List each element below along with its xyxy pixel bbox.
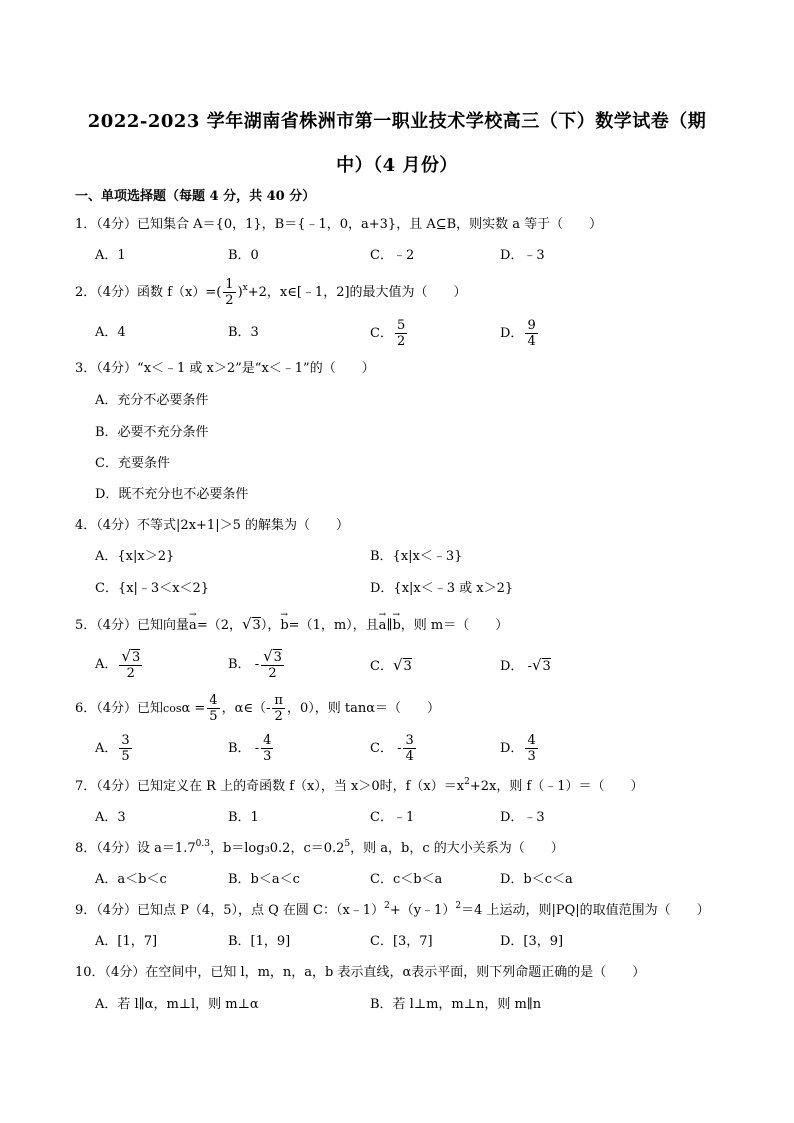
question-8-stem: 8．（4分）设 $a=1.7^{0.3}$，b＝log₃0.2，$c=0.2^5$，则 a，b，c 的大小关系为（ ） [75,839,564,856]
question-2-stem: 2．（4分）函数 f（x）=( $\frac{1}{2}$ )$^x$+2，x∈[﹣1，2]的最大值为（ ） [75,277,467,308]
title-line-1: 2022-2023 学年湖南省株洲市第一职业技术学校高三（下）数学试卷（期 [87,111,707,132]
q1-option-d: D．﹣3 [500,248,545,263]
q9-option-a: A．[1，7] [95,934,158,949]
question-7-stem: 7．（4分）已知定义在 R 上的奇函数 f（x），当 x＞0时，$f(x)=x^2+2x$，则 f（﹣1）＝（ ） [75,777,644,794]
question-9-stem: 9．（4分）已知点 P（4，5），点 Q 在圆 C：（x﹣1）$^2$+（y﹣1）$^2$＝4 上运动，则|PQ|的取值范围为（ ） [75,901,710,918]
q7-option-d: D．﹣3 [500,810,545,825]
q6-option-a: A． $\frac{3}{5}$ [95,733,130,764]
q4-option-b: B．{x|x＜﹣3} [370,549,463,564]
q6-option-d: D． $\frac{4}{3}$ [500,733,536,764]
question-3-stem: 3．（4分）“x＜﹣1 或 x＞2”是“x＜﹣1”的（ ） [75,361,375,376]
q9-option-d: D．[3，9] [500,934,564,949]
q10-option-a: A．若 l∥α，m⊥l，则 m⊥α [95,997,259,1012]
q8-option-d: D．b＜c＜a [500,872,573,887]
q2-option-c: C． $\frac{5}{2}$ [370,318,406,349]
q1-option-a: A．1 [95,248,126,263]
q4-option-a: A．{x|x＞2} [95,549,175,564]
q7-option-a: A．3 [95,810,126,825]
q2-option-a: A．4 [95,325,126,340]
question-1-stem: 1．（4分）已知集合 A＝{0，1}，B＝{﹣1，0，a+3}，且 A⊆B，则实数 a 等于（ ） [75,217,603,232]
q8-option-b: B．b＜a＜c [228,872,300,887]
exam-title [60,100,734,188]
title-line-2: 中）（4 月份） [336,155,458,176]
q9-option-c: C．[3，7] [370,934,433,949]
question-10-stem: 10．（4分）在空间中，已知 l，m，n，a，b 表示直线，α表示平面，则下列命题正确的是（ ） [75,965,646,980]
q5-option-d: D． -√3 [500,656,551,674]
q10-option-b: B．若 l⊥m，m⊥n，则 m∥n [370,997,542,1012]
q5-option-a: A． $\frac{√3}{2}$ [95,646,141,681]
q9-option-b: B．[1，9] [228,934,291,949]
q8-option-a: A．a＜b＜c [95,872,167,887]
q3-option-d: D．既不充分也不必要条件 [95,487,249,502]
q6-option-b: B． - $\frac{4}{3}$ [228,733,272,764]
q2-option-d: D． $\frac{9}{4}$ [500,318,536,349]
q7-option-b: B．1 [228,810,259,825]
question-6-stem: 6．（4分）已知cosα = $\frac{4}{5}$ ，α∈（- $\frac{\pi}{2}$ ，0），则 tanα＝（ ） [75,693,440,724]
q6-option-c: C． - $\frac{3}{4}$ [370,733,414,764]
q5-option-c: C．√3 [370,656,412,674]
q3-option-a: A．充分不必要条件 [95,393,209,408]
q2-fraction: $\frac{1}{2}$ [225,277,234,308]
q2-option-b: B．3 [228,325,259,340]
q3-option-c: C．充要条件 [95,456,170,471]
q7-option-c: C．﹣1 [370,810,415,825]
section-heading: 一、单项选择题（每题 4 分，共 40 分） [75,189,316,204]
q1-option-c: C．﹣2 [370,248,415,263]
question-5-stem: 5．（4分）已知向量→ a=（2，√3），→ b=（1，m），且→ a∥→ b，则 m＝（ ） [75,613,508,635]
q3-option-b: B．必要不充分条件 [95,425,209,440]
q1-option-b: B．0 [228,248,259,263]
q4-option-d: D．{x|x＜﹣3 或 x＞2} [370,581,514,596]
q5-option-b: B． - $\frac{√3}{2}$ [228,646,282,681]
q4-option-c: C．{x|﹣3＜x＜2} [95,581,210,596]
q8-option-c: C．c＜b＜a [370,872,443,887]
question-4-stem: 4．（4分）不等式|2x+1|＞5 的解集为（ ） [75,518,349,533]
